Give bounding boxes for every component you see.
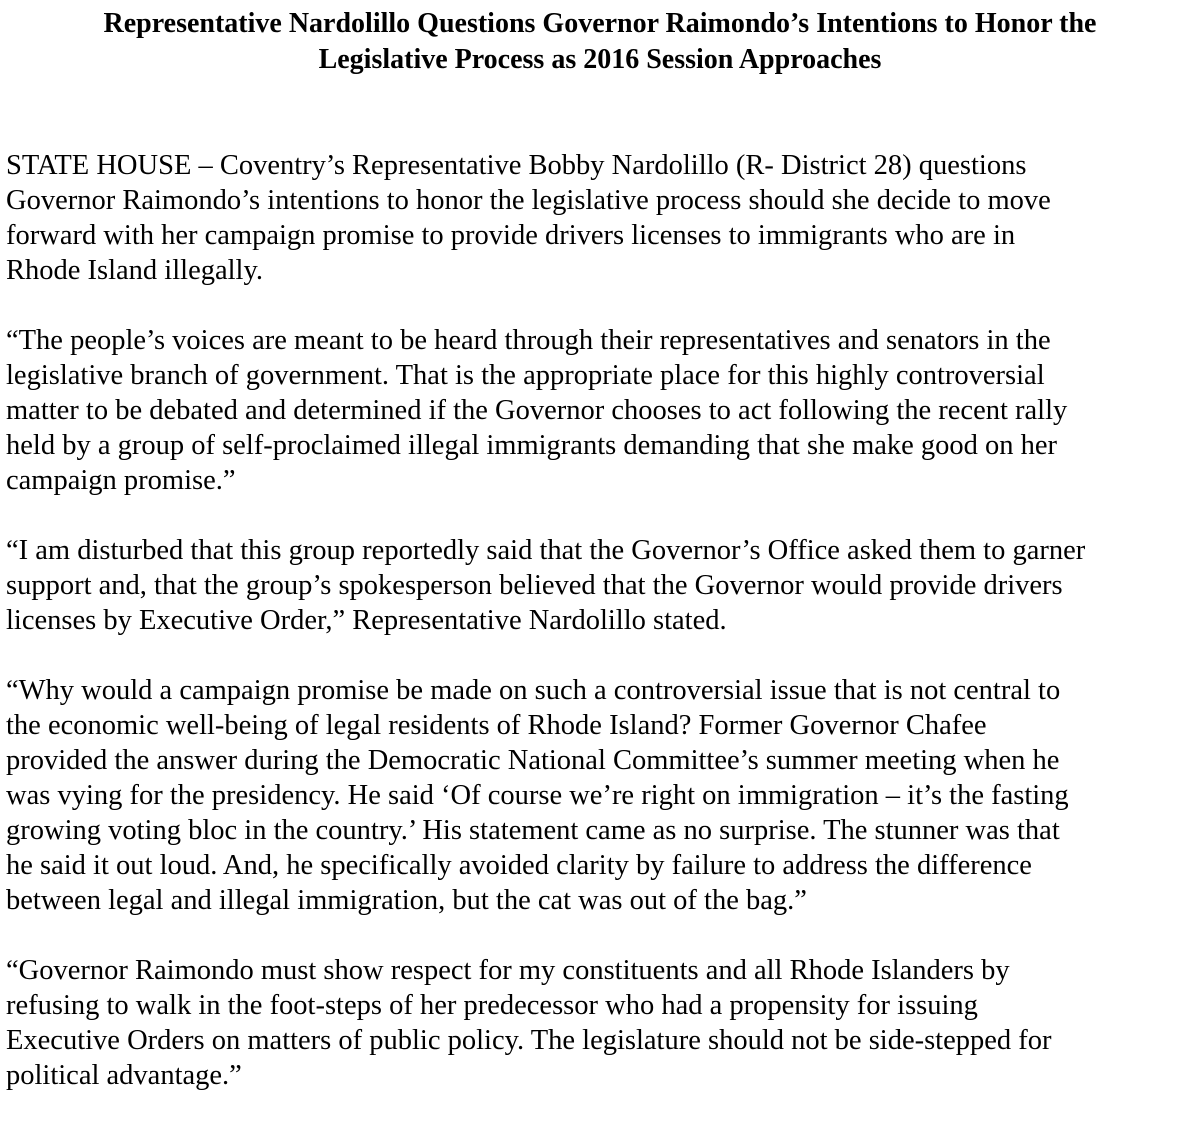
text-line: support and, that the group’s spokesperson believed that the Governor would provide drivers bbox=[6, 570, 1063, 601]
text-line: “Why would a campaign promise be made on such a controversial issue that is not central to bbox=[6, 675, 1061, 706]
text-line: political advantage.” bbox=[6, 1060, 242, 1091]
text-line: “Governor Raimondo must show respect for my constituents and all Rhode Islanders by bbox=[6, 955, 1010, 986]
paragraph-quote-2 bbox=[6, 533, 1196, 638]
text-line: matter to be debated and determined if the Governor chooses to act following the recent rally bbox=[6, 395, 1068, 426]
text-line: campaign promise.” bbox=[6, 465, 236, 496]
text-line: STATE HOUSE – Coventry’s Representative Bobby Nardolillo (R- District 28) questions bbox=[6, 150, 1027, 181]
document-title bbox=[0, 6, 1200, 78]
text-line: “The people’s voices are meant to be heard through their representatives and senators in the bbox=[6, 325, 1051, 356]
text-line: Executive Orders on matters of public policy. The legislature should not be side-stepped for bbox=[6, 1025, 1052, 1056]
document-body bbox=[6, 148, 1196, 1128]
paragraph-quote-3 bbox=[6, 673, 1196, 918]
title-line: Representative Nardolillo Questions Governor Raimondo’s Intentions to Honor the bbox=[103, 8, 1097, 39]
text-line: the economic well-being of legal residents of Rhode Island? Former Governor Chafee bbox=[6, 710, 987, 741]
text-line: refusing to walk in the foot-steps of her predecessor who had a propensity for issuing bbox=[6, 990, 978, 1021]
paragraph-quote-4 bbox=[6, 953, 1196, 1093]
text-line: Rhode Island illegally. bbox=[6, 255, 263, 286]
text-line: forward with her campaign promise to provide drivers licenses to immigrants who are in bbox=[6, 220, 1016, 251]
paragraph-dateline bbox=[6, 148, 1196, 288]
text-line: licenses by Executive Order,” Representative Nardolillo stated. bbox=[6, 605, 727, 636]
text-line: between legal and illegal immigration, but the cat was out of the bag.” bbox=[6, 885, 807, 916]
text-line: was vying for the presidency. He said ‘Of course we’re right on immigration – it’s the fasting bbox=[6, 780, 1069, 811]
text-line: growing voting bloc in the country.’ His statement came as no surprise. The stunner was that bbox=[6, 815, 1060, 846]
paragraph-quote-1 bbox=[6, 323, 1196, 498]
text-line: he said it out loud. And, he specifically avoided clarity by failure to address the difference bbox=[6, 850, 1032, 881]
text-line: held by a group of self-proclaimed illegal immigrants demanding that she make good on her bbox=[6, 430, 1058, 461]
text-line: legislative branch of government. That is the appropriate place for this highly controversial bbox=[6, 360, 1045, 391]
text-line: “I am disturbed that this group reportedly said that the Governor’s Office asked them to garner bbox=[6, 535, 1086, 566]
title-line: Legislative Process as 2016 Session Approaches bbox=[318, 44, 882, 75]
text-line: Governor Raimondo’s intentions to honor the legislative process should she decide to move bbox=[6, 185, 1051, 216]
text-line: provided the answer during the Democratic National Committee’s summer meeting when he bbox=[6, 745, 1060, 776]
